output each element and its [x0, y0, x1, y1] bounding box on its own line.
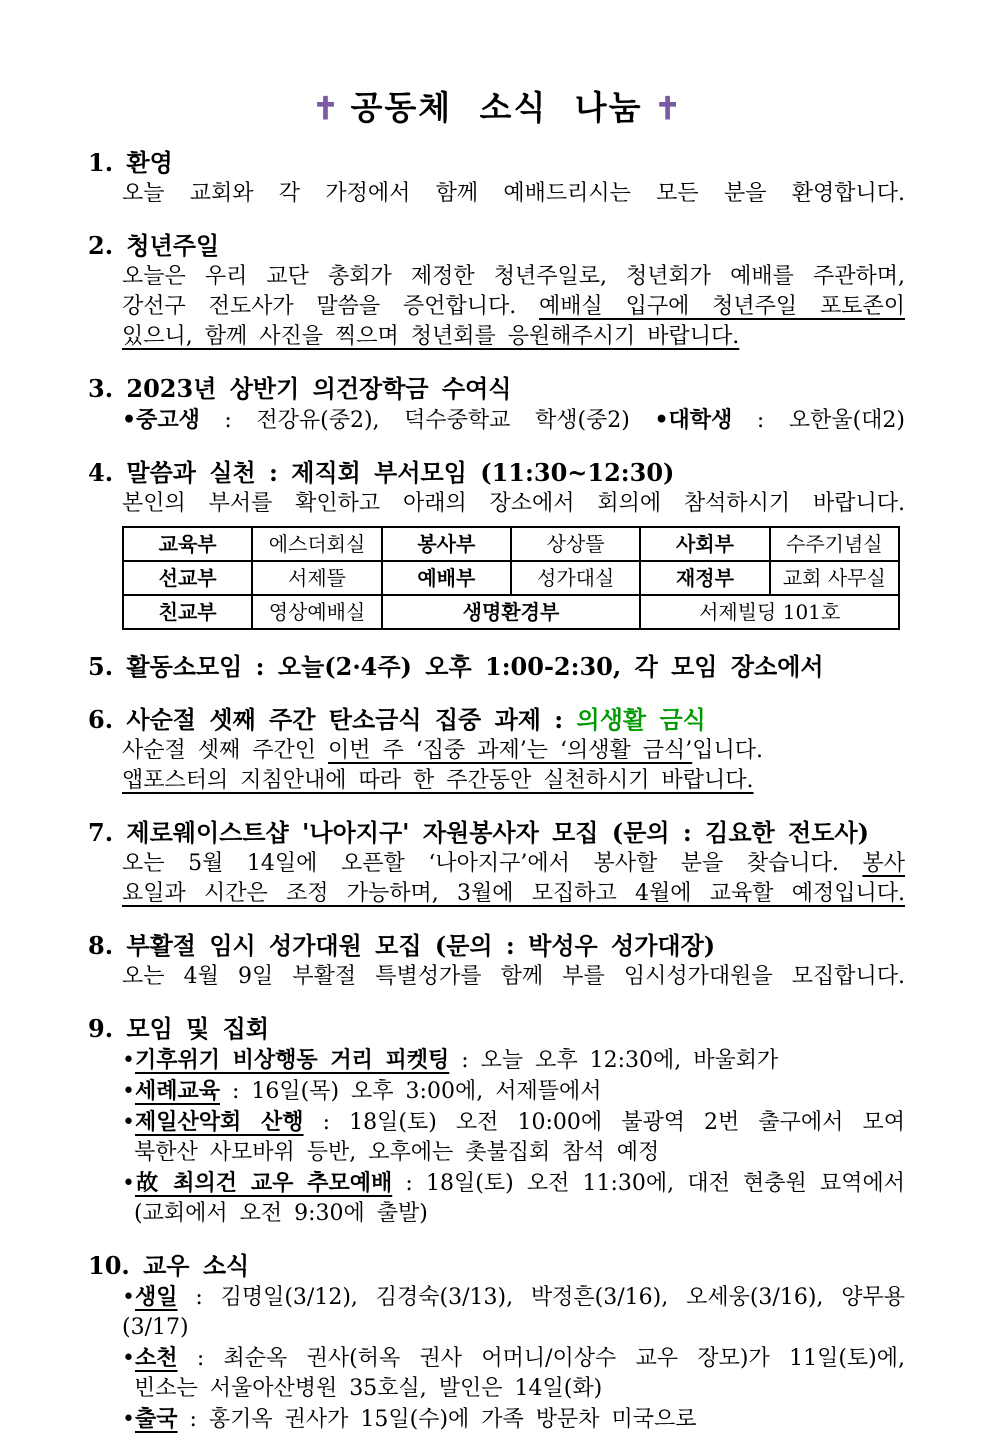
table-row: [123, 595, 899, 629]
item-9-bullet-3-wrap: 북한산 사모바위 등반, 오후에는 촛불집회 참석 예정: [134, 1140, 660, 1165]
item-9-bullet-2-title: 세례교육: [134, 1078, 220, 1104]
item-2-line-2: [122, 292, 905, 322]
table-row: [123, 561, 899, 595]
item-3-college-names: : 오한울(대2): [732, 408, 905, 433]
item-7-line-1: [122, 849, 905, 879]
item-9-meetings: [88, 1013, 905, 1229]
item-5-small-groups: [88, 651, 905, 683]
item-3-middle-school-names: : 전강유(중2), 덕수중학교 학생(중2): [199, 408, 655, 433]
page-title-text: 공동체 소식 나눔: [350, 88, 643, 127]
item-7-line-1-plain: 오는 5월 14일에 오픈할 ‘나아지구’에서 봉사할 분을 찾습니다.: [122, 851, 863, 876]
cross-icon: ✝: [312, 91, 339, 127]
item-6-heading-plain: 6. 사순절 셋째 주간 탄소금식 집중 과제 :: [88, 705, 577, 734]
table-cell-room: 성가대실: [511, 561, 640, 595]
item-6-line-2-underlined: 앱포스터의 지침안내에 따라 한 주간동안 실천하시기 바랍니다.: [122, 768, 754, 793]
item-3-recipients-line: [122, 405, 905, 436]
item-9-bullet-3-title: 제일산악회 산행: [134, 1109, 304, 1135]
table-cell-room: 서제빌딩 101호: [640, 595, 899, 629]
table-cell-room: 에스더회실: [252, 527, 381, 561]
table-row: [123, 527, 899, 561]
item-7-line-2-underlined: 요일과 시간은 조정 가능하며, 3월에 모집하고 4월에 교육할 예정입니다.: [122, 881, 905, 906]
item-7-heading: 7. 제로웨이스트샵 '나아지구' 자원봉사자 모집 (문의 : 김요한 전도사): [88, 818, 869, 847]
item-10-heading: 10. 교우 소식: [88, 1251, 250, 1280]
item-4-body-line: 본인의 부서를 확인하고 아래의 장소에서 회의에 참석하시기 바랍니다.: [122, 491, 905, 516]
item-9-bullet-1-title: 기후위기 비상행동 거리 피켓팅: [134, 1047, 450, 1073]
item-9-bullet-4-title: 故 최의건 교우 추모예배: [134, 1170, 393, 1196]
item-3-label-middle-school: •중고생: [122, 407, 200, 433]
item-6-line-1: [122, 736, 905, 766]
item-2-heading: 2. 청년주일: [88, 231, 220, 260]
item-3-scholarship: [88, 373, 905, 436]
item-9-bullet-2-detail: : 16일(목) 오후 3:00에, 서제뜰에서: [220, 1079, 602, 1104]
item-6-heading: [88, 704, 905, 736]
page-title: [88, 86, 905, 131]
table-cell-dept: 친교부: [123, 595, 252, 629]
table-cell-room: 교회 사무실: [770, 561, 899, 595]
item-10-bullet-2-wrap: 빈소는 서울아산병원 35호실, 발인은 14일(화): [134, 1376, 603, 1401]
table-cell-room: 수주기념실: [770, 527, 899, 561]
item-8-heading: 8. 부활절 임시 성가대원 모집 (문의 : 박성우 성가대장): [88, 931, 716, 960]
item-1-heading: 1. 환영: [88, 148, 173, 177]
bullet-icon: •: [122, 1171, 135, 1196]
bullet-icon: •: [122, 1110, 135, 1135]
item-9-bullet-hiking: [122, 1107, 905, 1138]
item-10-bullet-passing: [122, 1343, 905, 1374]
cross-icon: ✝: [654, 91, 681, 127]
item-2-line-1: 오늘은 우리 교단 총회가 제정한 청년주일로, 청년회가 예배를 주관하며,: [122, 264, 905, 289]
item-10-bullet-2-detail: : 최순옥 권사(허옥 권사 어머니/이상수 교우 장모)가 11일(토)에,: [177, 1346, 905, 1371]
item-3-label-college: •대학생: [654, 407, 733, 433]
item-9-bullet-1-detail: : 오늘 오후 12:30에, 바울회가: [449, 1048, 779, 1073]
table-cell-dept: 선교부: [123, 561, 252, 595]
department-room-table: [122, 526, 900, 630]
item-10-bullet-birthdays: [122, 1282, 905, 1343]
item-3-heading: 3. 2023년 상반기 의건장학금 수여식: [88, 374, 512, 403]
bullet-icon: •: [122, 1407, 135, 1432]
item-8-choir-recruit: [88, 930, 905, 992]
item-6-heading-highlight: 의생활 금식: [576, 705, 706, 734]
item-9-bullet-baptism-class: [122, 1076, 905, 1107]
item-10-bullet-3-detail: : 홍기옥 권사가 15일(수)에 가족 방문차 미국으로: [177, 1407, 697, 1432]
item-4-dept-meeting: [88, 457, 905, 630]
item-9-bullet-4-detail: : 18일(토) 오전 11:30에, 대전 현충원 묘역에서: [392, 1171, 905, 1196]
item-6-lent-task: [88, 704, 905, 796]
item-10-member-news: [88, 1250, 905, 1435]
bullet-icon: •: [122, 1285, 135, 1310]
table-cell-dept: 교육부: [123, 527, 252, 561]
item-10-bullet-1-detail: : 김명일(3/12), 김경숙(3/13), 박정흔(3/16), 오세웅(3/16), 양무용(3/17): [122, 1285, 905, 1340]
item-1-welcome: [88, 147, 905, 209]
item-9-heading: 9. 모임 및 집회: [88, 1014, 270, 1043]
item-2-line-2-underlined: 예배실 입구에 청년주일 포토존이: [539, 294, 905, 319]
item-6-line-2: [122, 766, 905, 796]
item-5-heading: 5. 활동소모임 : 오늘(2·4주) 오후 1:00-2:30, 각 모임 장소에서: [88, 652, 824, 681]
item-9-bullet-4-wrap: (교회에서 오전 9:30에 출발): [134, 1201, 428, 1226]
item-10-bullet-3-title: 출국: [134, 1406, 178, 1432]
item-6-line-1-tail: 입니다.: [692, 738, 763, 763]
table-cell-room: 서제뜰: [252, 561, 381, 595]
item-10-bullet-1-title: 생일: [134, 1284, 178, 1310]
item-2-line-2-plain: 강선구 전도사가 말씀을 증언합니다.: [122, 294, 540, 319]
item-6-line-1-underlined: 이번 주 ‘집중 과제’는 ‘의생활 금식’: [328, 738, 693, 763]
item-2-line-3: [122, 322, 905, 352]
item-7-volunteer-recruit: [88, 817, 905, 909]
table-cell-dept: 재정부: [640, 561, 769, 595]
bullet-icon: •: [122, 1048, 135, 1073]
item-7-line-2: [122, 879, 905, 909]
item-8-body-line: 오는 4월 9일 부활절 특별성가를 함께 부를 임시성가대원을 모집합니다.: [122, 964, 905, 989]
table-cell-dept: 예배부: [382, 561, 511, 595]
item-9-bullet-picketing: [122, 1045, 905, 1076]
item-2-line-3-underlined: 있으니, 함께 사진을 찍으며 청년회를 응원해주시기 바랍니다.: [122, 324, 740, 349]
item-4-heading: 4. 말씀과 실천 : 제직회 부서모임 (11:30~12:30): [88, 458, 675, 487]
item-9-bullet-memorial: [122, 1168, 905, 1199]
item-2-youth-sunday: [88, 230, 905, 352]
bullet-icon: •: [122, 1346, 135, 1371]
item-10-bullet-2-title: 소천: [134, 1345, 178, 1371]
item-7-line-1-underlined: 봉사: [862, 851, 905, 876]
table-cell-dept: 생명환경부: [382, 595, 641, 629]
bullet-icon: •: [122, 1079, 135, 1104]
item-10-bullet-departure: [122, 1404, 905, 1435]
table-cell-room: 상상뜰: [511, 527, 640, 561]
table-cell-dept: 사회부: [640, 527, 769, 561]
table-cell-room: 영상예배실: [252, 595, 381, 629]
item-6-line-1-plain: 사순절 셋째 주간인: [122, 738, 328, 763]
table-cell-dept: 봉사부: [382, 527, 511, 561]
item-9-bullet-3-detail: : 18일(토) 오전 10:00에 불광역 2번 출구에서 모여: [303, 1110, 905, 1135]
item-1-body-line: 오늘 교회와 각 가정에서 함께 예배드리시는 모든 분을 환영합니다.: [122, 181, 905, 206]
